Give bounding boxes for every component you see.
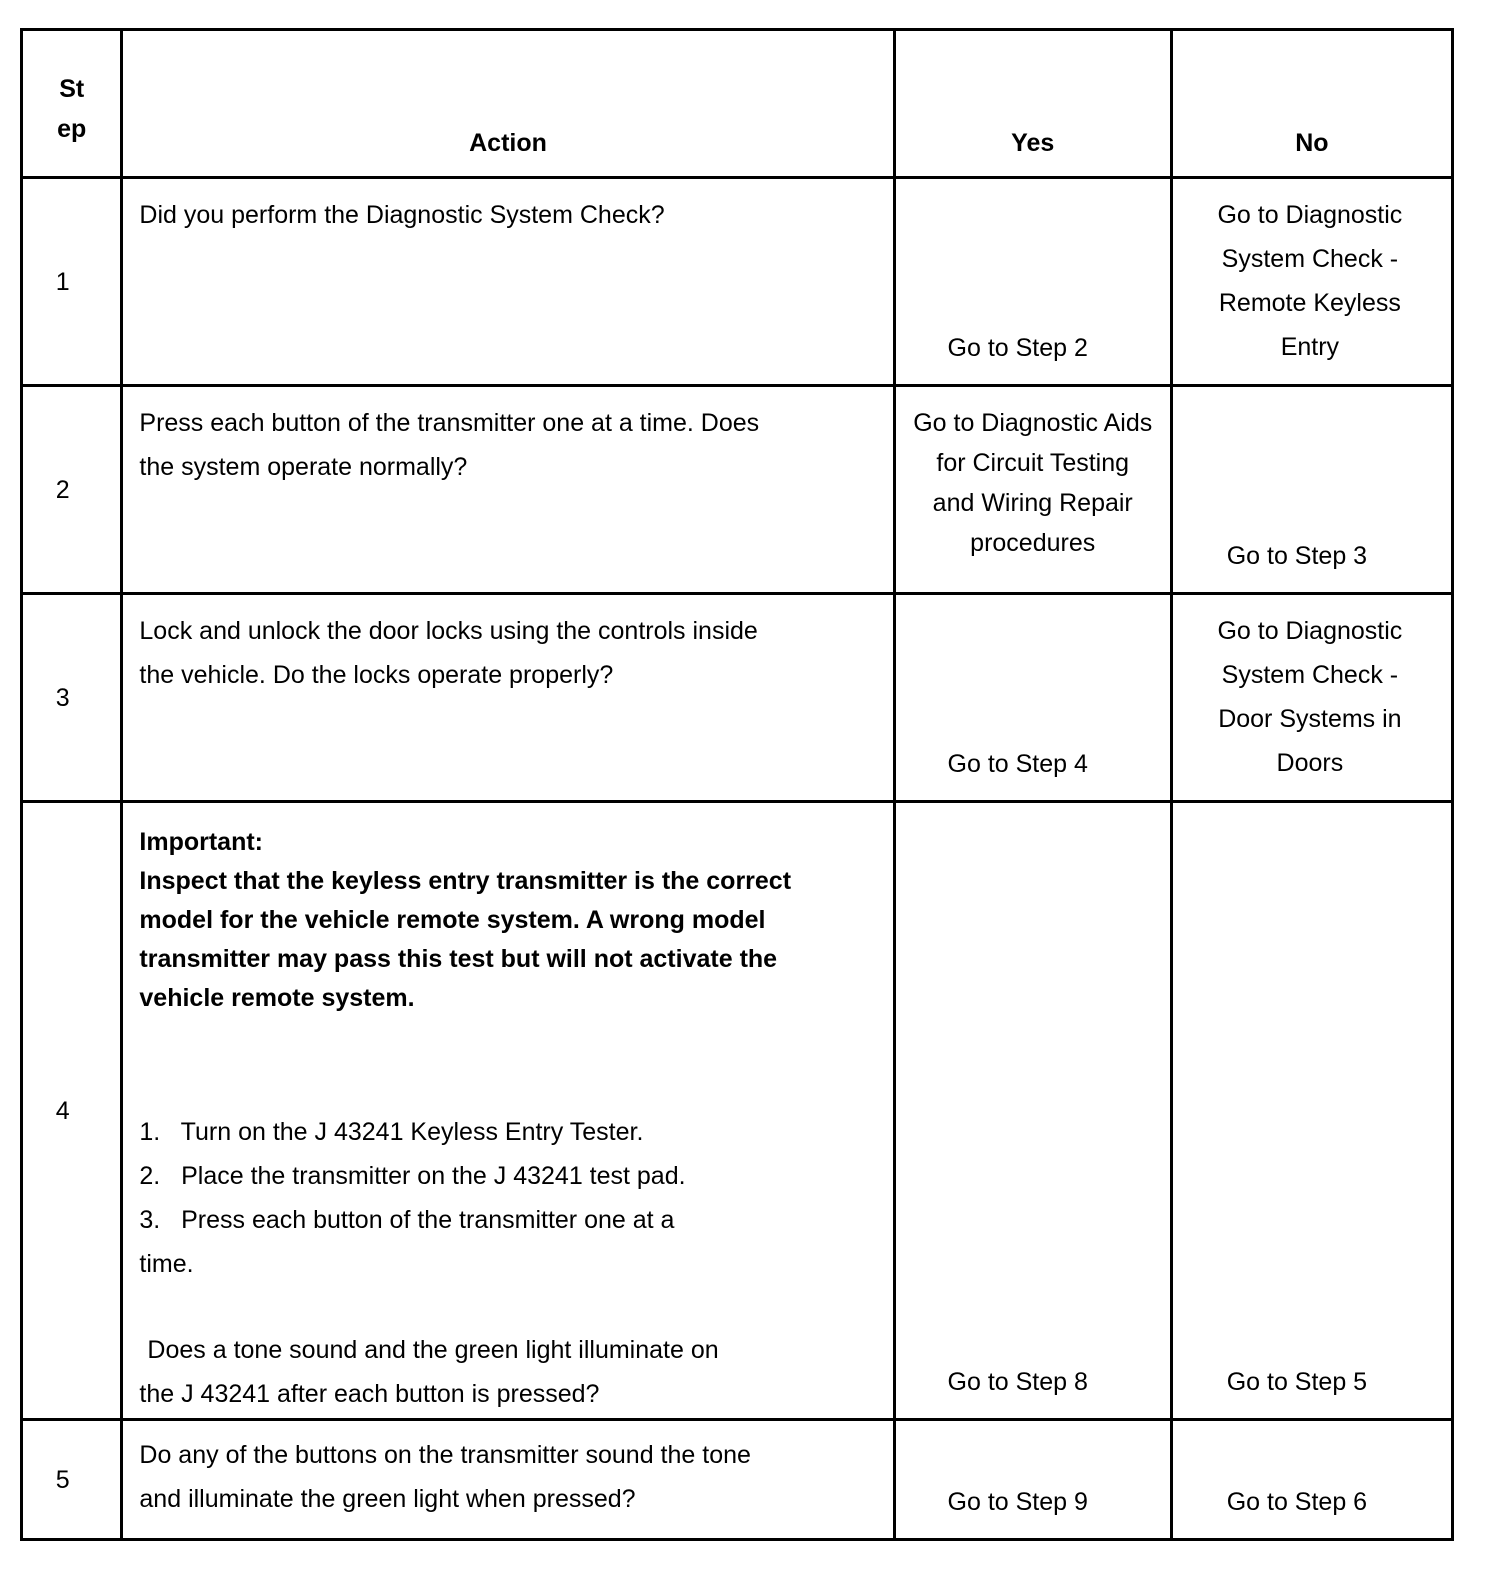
list-item: 1. Turn on the J 43241 Keyless Entry Tester. [139,1118,644,1146]
action-cell: Did you perform the Diagnostic System Check? [122,178,894,386]
action-cell [122,594,894,802]
no-cell [1171,802,1452,1420]
spacer [139,1018,876,1110]
header-yes: Yes [894,30,1171,178]
spacer [139,1286,876,1328]
yes-cell [894,594,1171,802]
step-number: 1 [22,178,122,386]
step-number: 3 [22,594,122,802]
no-cell [1171,178,1452,386]
action-cell [122,802,894,1420]
yes-cell [894,802,1171,1420]
yes-text: Go to Step 2 [947,334,1088,362]
question-line: the J 43241 after each button is pressed? [139,1380,600,1408]
header-action: Action [122,30,894,178]
yes-text: Go to Step 8 [947,1368,1088,1396]
diagnostic-table [20,28,1454,1541]
step-number: 2 [22,386,122,594]
list-item: 3. Press each button of the transmitter one at a [139,1206,675,1234]
header-step [22,30,122,178]
table-row [22,386,1453,594]
yes-cell [894,178,1171,386]
header-no: No [1171,30,1452,178]
question-line: Does a tone sound and the green light illuminate on [147,1336,719,1364]
action-line: Lock and unlock the door locks using the controls inside [139,617,758,645]
action-line: Do any of the buttons on the transmitter sound the tone [139,1441,751,1469]
no-cell [1171,594,1452,802]
header-row [22,30,1453,178]
action-line: the vehicle. Do the locks operate properly? [139,661,614,689]
no-cell [1171,386,1452,594]
important-text: Inspect that the keyless entry transmitter is the correct model for the vehicle remote system. A wrong model transmitter may pass this test but will not activate the vehicle remote system. [139,867,792,1012]
important-label: Important: [139,828,264,856]
yes-text: Go to Step 9 [947,1488,1088,1516]
no-text: Go to Step 6 [1226,1488,1368,1516]
yes-text: Go to Step 4 [947,750,1088,778]
header-step-line1: St [59,74,85,103]
action-line: the system operate normally? [139,453,468,481]
action-line: and illuminate the green light when pressed? [139,1485,636,1513]
list-item: time. [139,1250,194,1278]
no-cell [1171,1420,1452,1540]
yes-text: Go to Diagnostic Aids for Circuit Testing and Wiring Repair procedures [913,409,1153,557]
yes-cell [894,1420,1171,1540]
table-row [22,802,1453,1420]
no-text: Go to Step 5 [1226,1368,1368,1396]
action-line: Press each button of the transmitter one at a time. Does [139,409,760,437]
action-cell [122,1420,894,1540]
table-row [22,178,1453,386]
no-text: Go to Step 3 [1226,542,1368,570]
no-text: Go to Diagnostic System Check - Door Systems in Doors [1217,617,1403,777]
table-row [22,1420,1453,1540]
list-item: 2. Place the transmitter on the J 43241 test pad. [139,1162,686,1190]
table-row [22,594,1453,802]
step-number: 5 [22,1420,122,1540]
step-number: 4 [22,802,122,1420]
no-text: Go to Diagnostic System Check - Remote Keyless Entry [1217,201,1403,361]
header-step-line2: ep [57,114,87,143]
yes-cell [894,386,1171,594]
action-cell [122,386,894,594]
